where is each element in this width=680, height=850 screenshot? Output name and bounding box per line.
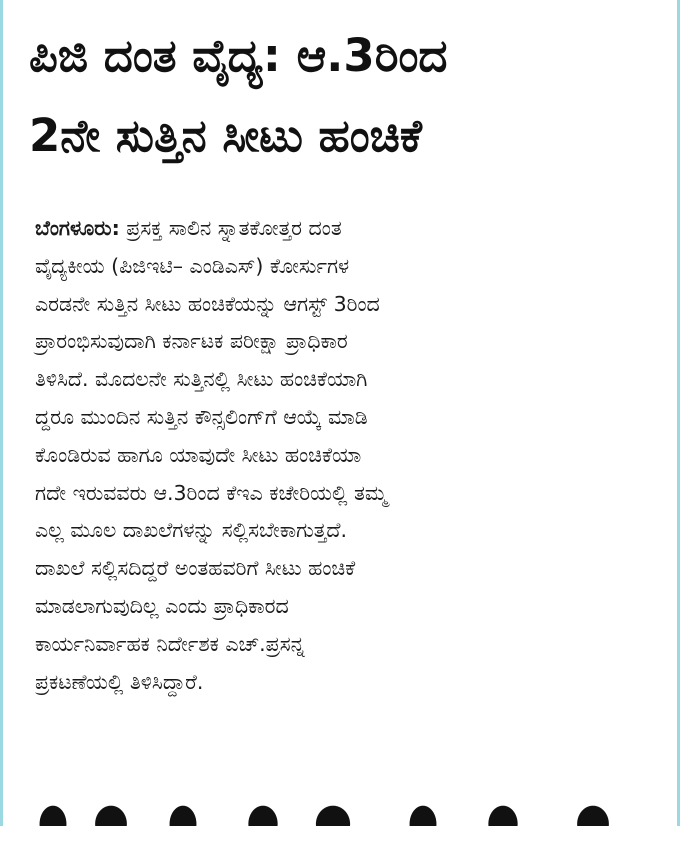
article-line-8: ಗದೇ ಇರುವವರು ಆ.3ರಿಂದ ಕೆಇಎ ಕಚೇರಿಯಲ್ಲಿ ತಮ್ಮ [35, 480, 388, 505]
article-line-1-text: ಪ್ರಸಕ್ತ ಸಾಲಿನ ಸ್ನಾತಕೋತ್ತರ ದಂತ [119, 216, 342, 240]
headline [29, 16, 655, 176]
headline-line-1: ಪಿಜಿ ದಂತ ವೈದ್ಯ: ಆ.3ರಿಂದ [29, 29, 448, 82]
article-line-7: ಕೊಂಡಿರುವ ಹಾಗೂ ಯಾವುದೇ ಸೀಟು ಹಂಚಿಕೆಯಾ [35, 442, 362, 467]
article-line-2: ವೈದ್ಯಕೀಯ (ಪಿಜಿಇಟಿ– ಎಂಡಿಎಸ್) ಕೋರ್ಸುಗಳ [35, 253, 350, 278]
article-line-6: ದ್ದರೂ ಮುಂದಿನ ಸುತ್ತಿನ ಕೌನ್ಸಲಿಂಗ್‌ಗೆ ಆಯ್ಕೆ ಮಾಡಿ [35, 404, 368, 429]
article-line-12: ಕಾರ್ಯನಿರ್ವಾಹಕ ನಿರ್ದೇಶಕ ಎಚ್.ಪ್ರಸನ್ನ [35, 631, 305, 656]
article-line-5: ತಿಳಿಸಿದೆ. ಮೊದಲನೇ ಸುತ್ತಿನಲ್ಲಿ ಸೀಟು ಹಂಚಿಕೆಯಾಗಿ [35, 367, 368, 392]
cropped-headline-ink [33, 790, 655, 826]
article-line-9: ಎಲ್ಲ ಮೂಲ ದಾಖಲೆಗಳನ್ನು ಸಲ್ಲಿಸಬೇಕಾಗುತ್ತದೆ. [35, 518, 347, 543]
article-line-10: ದಾಖಲೆ ಸಲ್ಲಿಸದಿದ್ದರೆ ಅಂತಹವರಿಗೆ ಸೀಟು ಹಂಚಿಕೆ [35, 556, 356, 581]
dateline: ಬೆಂಗಳೂರು: [35, 216, 120, 240]
next-article-headline-cropped [33, 790, 655, 850]
article-body [35, 210, 647, 701]
article-line-1 [35, 210, 647, 248]
article-line-11: ಮಾಡಲಾಗುವುದಿಲ್ಲ ಎಂದು ಪ್ರಾಧಿಕಾರದ [35, 593, 289, 618]
article-line-13: ಪ್ರಕಟಣೆಯಲ್ಲಿ ತಿಳಿಸಿದ್ದಾರೆ. [35, 669, 204, 694]
article-line-4: ಪ್ರಾರಂಭಿಸುವುದಾಗಿ ಕರ್ನಾಟಕ ಪರೀಕ್ಷಾ ಪ್ರಾಧಿಕಾರ [35, 329, 348, 354]
article-line-3: ಎರಡನೇ ಸುತ್ತಿನ ಸೀಟು ಹಂಚಿಕೆಯನ್ನು ಆಗಸ್ಟ್ 3ರಿಂದ [35, 291, 380, 316]
headline-line-2: 2ನೇ ಸುತ್ತಿನ ಸೀಟು ಹಂಚಿಕೆ [29, 109, 422, 162]
